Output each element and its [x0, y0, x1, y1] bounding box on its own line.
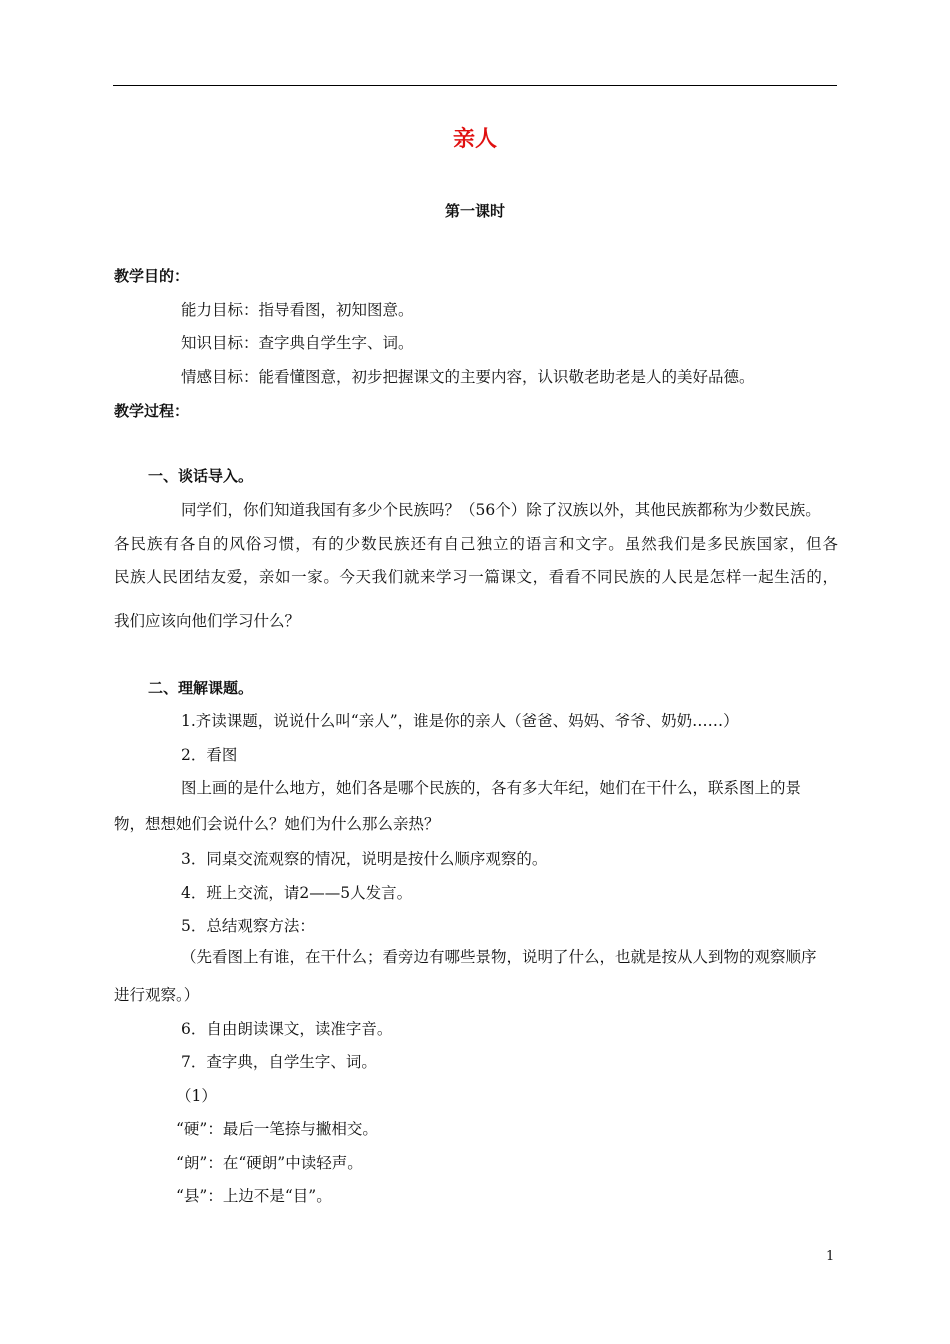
header-rule — [113, 85, 837, 86]
char-note-xian: “县”：上边不是“目”。 — [176, 1187, 332, 1205]
section2-step-6: 6．自由朗读课文，读准字音。 — [181, 1020, 393, 1038]
page-number: 1 — [826, 1249, 835, 1264]
char-note-ying: “硬”：最后一笔捺与撇相交。 — [176, 1120, 378, 1138]
section2-step-2-text-2: 物，想想她们会说什么？她们为什么那么亲热？ — [114, 815, 440, 833]
char-note-lang: “朗”：在“硬朗”中读轻声。 — [176, 1154, 363, 1172]
section2-sub-1: （1） — [176, 1087, 217, 1105]
objective-ability: 能力目标：指导看图，初知图意。 — [181, 301, 414, 319]
section2-step-2: 2．看图 — [181, 746, 238, 764]
objective-emotion: 情感目标：能看懂图意，初步把握课文的主要内容，认识敬老助老是人的美好品德。 — [181, 368, 755, 386]
page-title: 亲人 — [452, 127, 497, 152]
section2-step-2-text-1: 图上画的是什么地方，她们各是哪个民族的，各有多大年纪，她们在干什么，联系图上的景 — [181, 779, 802, 797]
section1-line-3: 民族人民团结友爱，亲如一家。今天我们就来学习一篇课文，看看不同民族的人民是怎样一起生活的， — [114, 568, 838, 586]
section2-step-7: 7．查字典，自学生字、词。 — [181, 1053, 377, 1071]
section1-line-1: 同学们，你们知道我国有多少个民族吗？（56个）除了汉族以外，其他民族都称为少数民族。 — [181, 501, 821, 519]
section2-step-1: 1.齐读课题，说说什么叫“亲人”，谁是你的亲人（爸爸、妈妈、爷爷、奶奶……） — [181, 712, 739, 730]
section2-step-5-text-1: （先看图上有谁，在干什么；看旁边有哪些景物，说明了什么，也就是按从人到物的观察顺序 — [181, 948, 817, 966]
section2-step-3: 3．同桌交流观察的情况，说明是按什么顺序观察的。 — [181, 850, 548, 868]
section2-step-4: 4．班上交流，请2——5人发言。 — [181, 884, 413, 902]
objectives-heading: 教学目的： — [114, 267, 190, 285]
objective-knowledge: 知识目标：查字典自学生字、词。 — [181, 334, 414, 352]
section1-heading: 一、谈话导入。 — [148, 467, 254, 485]
section2-heading: 二、理解课题。 — [148, 679, 254, 697]
section2-step-5-text-2: 进行观察。） — [114, 986, 200, 1004]
lesson-subtitle: 第一课时 — [444, 202, 505, 220]
section1-line-2: 各民族有各自的风俗习惯，有的少数民族还有自己独立的语言和文字。虽然我们是多民族国家，但各 — [114, 535, 838, 553]
process-heading: 教学过程： — [114, 402, 190, 420]
section1-line-4: 我们应该向他们学习什么？ — [114, 612, 301, 630]
section2-step-5: 5．总结观察方法： — [181, 917, 315, 935]
